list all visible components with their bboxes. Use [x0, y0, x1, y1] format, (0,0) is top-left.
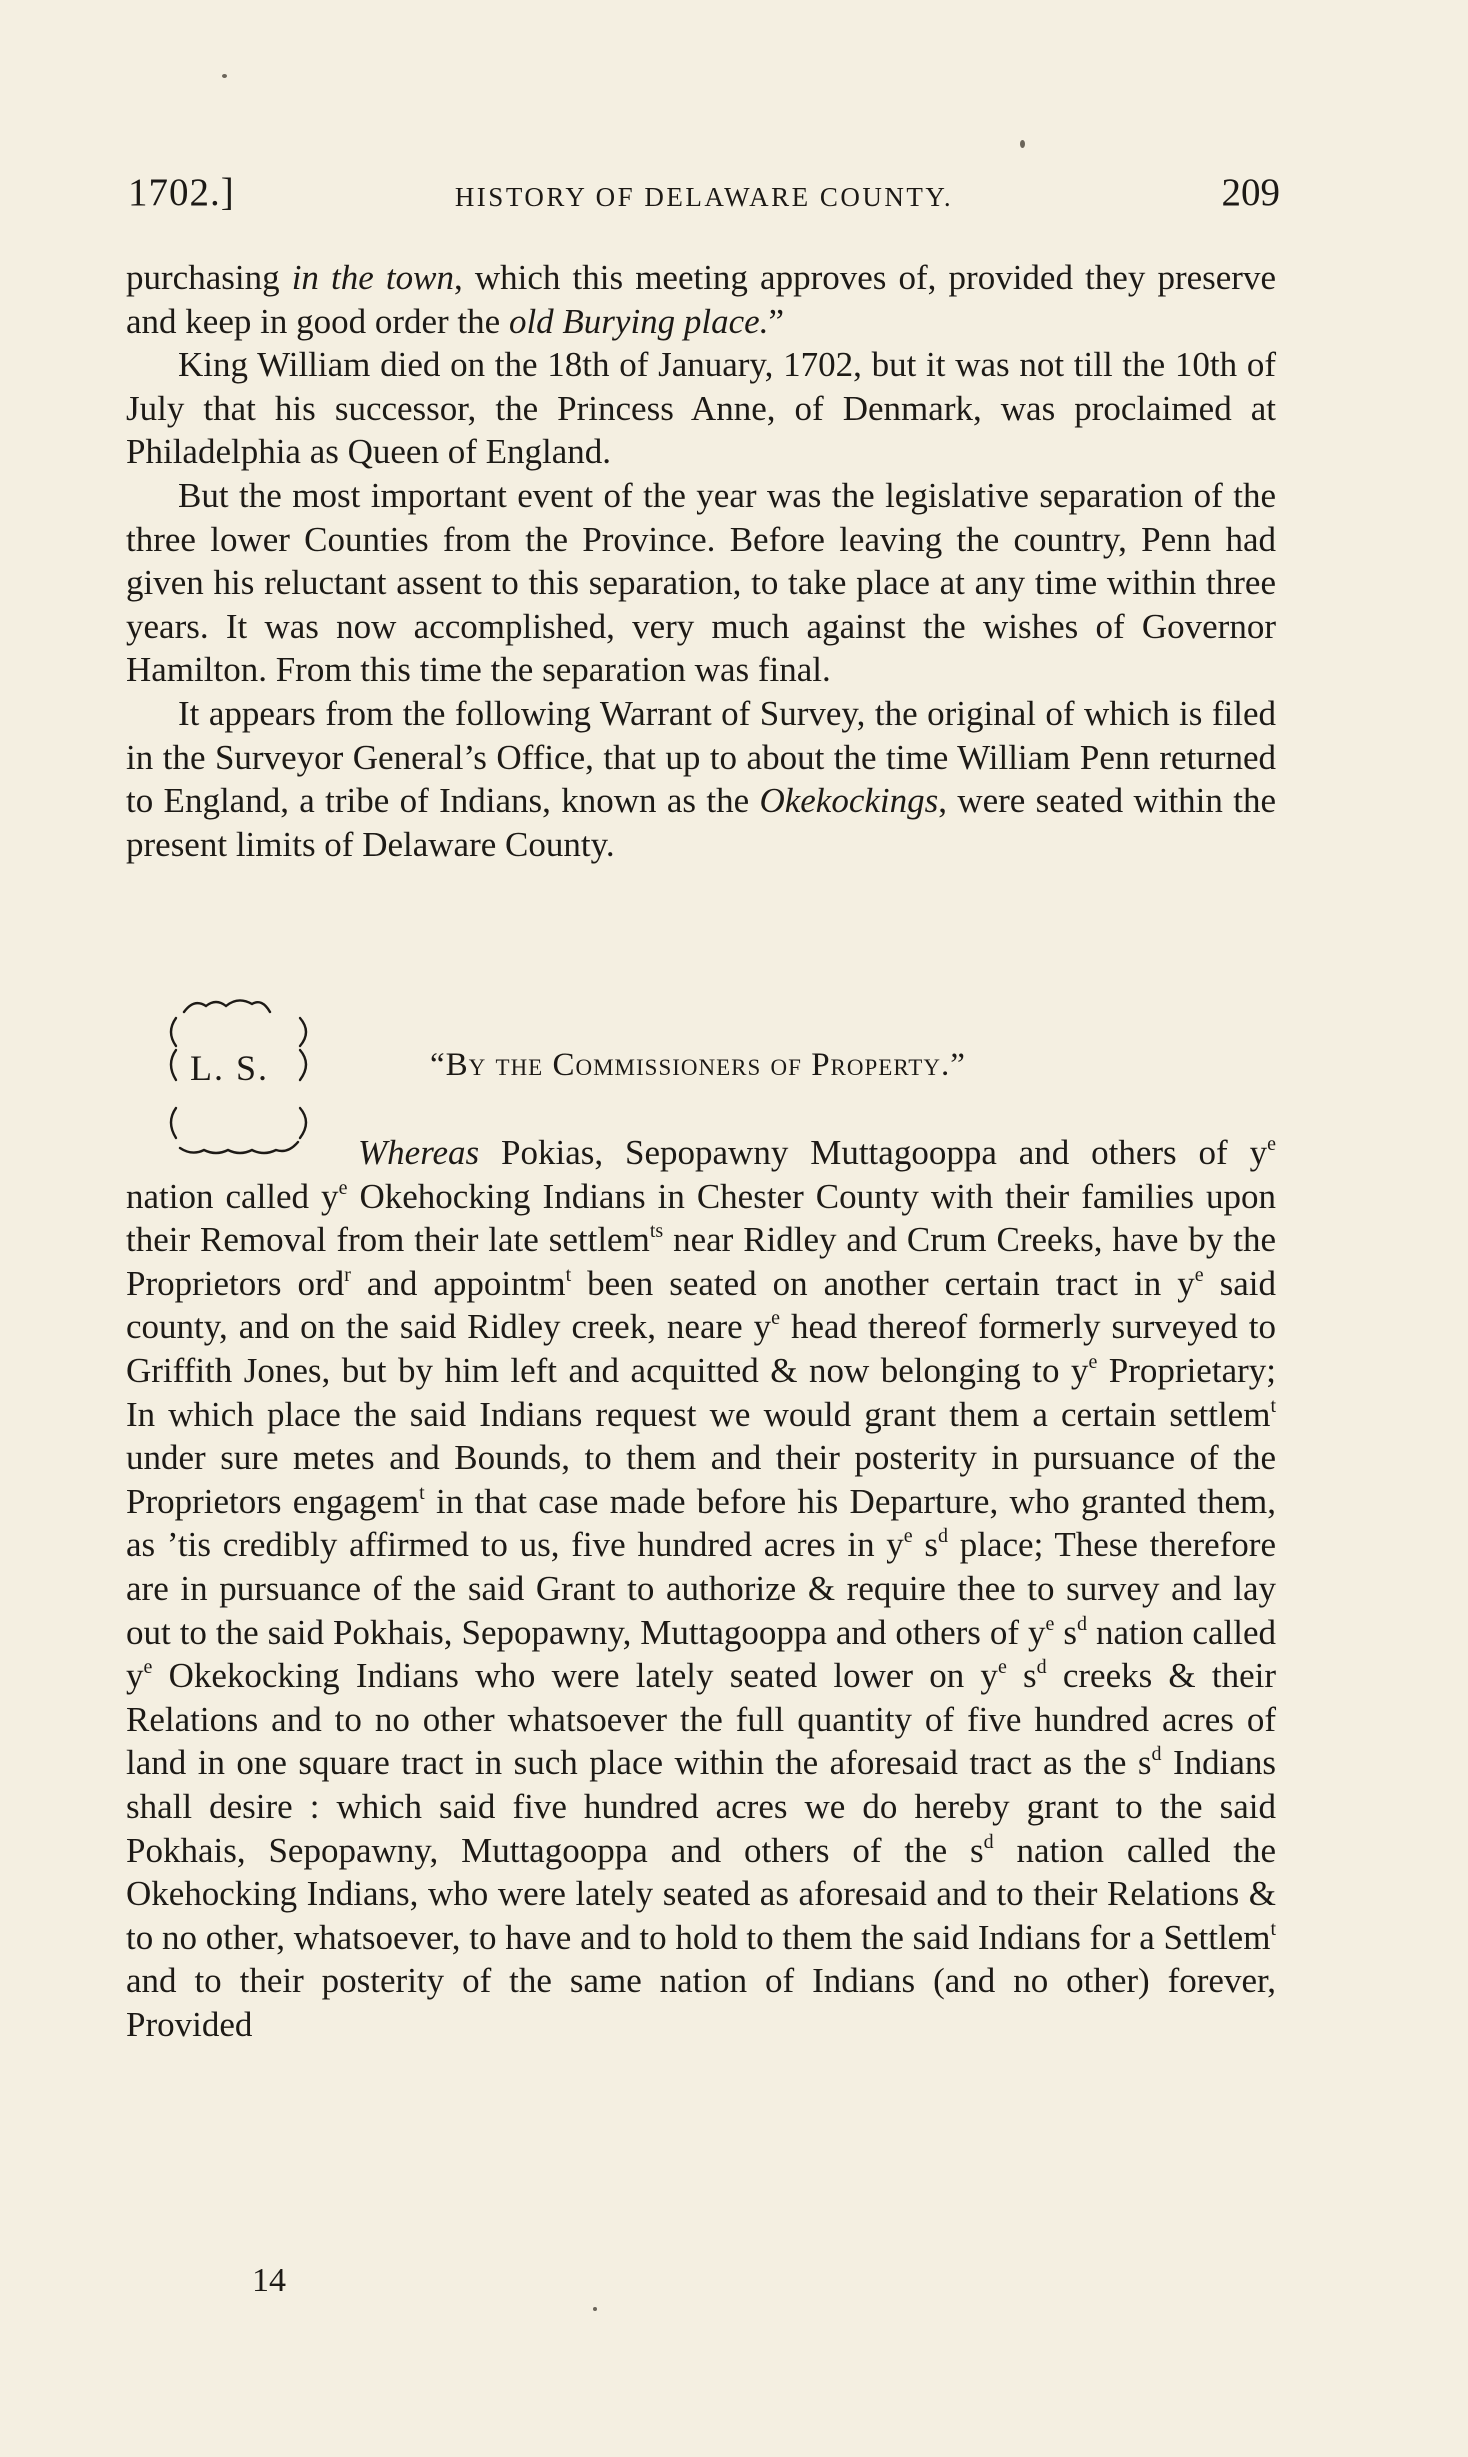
ink-speck [593, 2307, 597, 2311]
text-run: said county, and on the said Ridley creek, neare y [126, 1263, 1276, 1347]
superscript: e [1194, 1263, 1204, 1286]
text-run: Indians shall desire : which said five hundred acres we do hereby grant to the said Pokhais, Sepopawny, Muttagooppa and others of the s [126, 1743, 1276, 1870]
text-run: Okehocking Indians in Chester County with their families upon their Removal from their late settlem [126, 1176, 1276, 1260]
text-run: creeks & their Relations and to no other whatsoever the full quantity of five hundred acres of land in one square tract in such place within the aforesaid tract as the s [126, 1656, 1276, 1783]
superscript: e [997, 1656, 1007, 1679]
text-run: near Ridley and Crum Creeks, have by the Proprietors ord [126, 1220, 1276, 1303]
paragraph [126, 1131, 1276, 2046]
text-run: nation called y [126, 1612, 1276, 1696]
text-run: and to their posterity of the same nation of Indians (and no other) forever, Provided [126, 1961, 1276, 2044]
document-heading-text: “By the Commissioners of Property.” [430, 1047, 966, 1083]
text-run: , were seated within the present limits of Delaware County. [126, 781, 1277, 864]
superscript: e [143, 1656, 153, 1679]
italic-text: in the town [291, 258, 454, 297]
superscript: e [1267, 1133, 1276, 1155]
ink-speck [1020, 140, 1025, 148]
text-run: , which this meeting approves of, provided they preserve and keep in good order the [126, 258, 1276, 341]
superscript: d [1036, 1656, 1047, 1679]
text-run: s [912, 1525, 939, 1565]
seal-label: L. S. [190, 1048, 270, 1088]
superscript: t [419, 1481, 425, 1504]
superscript: e [1088, 1350, 1098, 1373]
italic-text: Okekockings [759, 781, 939, 821]
ink-speck [222, 74, 227, 78]
superscript: e [338, 1176, 348, 1199]
running-head-title: HISTORY OF DELAWARE COUNTY. [454, 182, 954, 212]
superscript: t [1270, 1394, 1276, 1417]
text-run: under sure metes and Bounds, to them and their posterity in pursuance of the Proprietors engagem [126, 1438, 1276, 1521]
text-run: Pokias, Sepopawny Muttagooppa and others of y [479, 1133, 1268, 1172]
paragraph [126, 692, 1276, 866]
paragraph: But the most important event of the year was the legislative separation of the three lower Counties from the Province. Before leaving the country, Penn had given his reluctant assent to this separation, to take place at any time within three years. It was now accomplished, very much against the wishes of Governor Hamilton. From this time the separation was final. [126, 475, 1276, 690]
document-heading [430, 1047, 966, 1084]
paragraph: King William died on the 18th of January, 1702, but it was not till the 10th of July that his successor, the Princess Anne, of Denmark, was proclaimed at Philadelphia as Queen of England. [126, 345, 1276, 472]
italic-text: old Burying place. [508, 301, 769, 341]
superscript: d [1151, 1743, 1162, 1766]
text-run: s [1054, 1612, 1078, 1652]
text-run: place; These therefore are in pursuance of the said Grant to authorize & require thee to survey and lay out to the said Pokhais, Sepopawny, Muttagooppa and others of y [126, 1525, 1276, 1652]
page-number: 209 [1221, 171, 1280, 214]
running-head [128, 170, 1280, 220]
superscript: d [1077, 1612, 1088, 1635]
warrant-text [126, 1131, 1276, 2046]
superscript: e [1045, 1612, 1055, 1635]
text-run: It appears from the following Warrant of Survey, the original of which is filed in the Surveyor General’s Office, that up to about the time William Penn returned to England, a tribe of Indians, known as the [126, 693, 1276, 821]
superscript: e [771, 1307, 781, 1330]
text-run: been seated on another certain tract in y [571, 1263, 1195, 1303]
body-text [126, 256, 1276, 866]
text-run: s [1006, 1656, 1037, 1696]
text-run: Okekocking Indians who were lately seated lower on y [152, 1656, 998, 1696]
italic-text: Whereas [358, 1133, 480, 1172]
text-run: in that case made before his Departure, who granted them, as ’tis credibly affirmed to us, five hundred acres in y [126, 1481, 1276, 1565]
superscript: ts [649, 1220, 664, 1243]
paragraph [126, 256, 1276, 343]
text-run: nation called the Okehocking Indians, who were lately seated as aforesaid and to their Relations & to no other, whatsoever, to have and to hold to them the said Indians for a Settlem [126, 1830, 1277, 1957]
superscript: d [938, 1525, 949, 1548]
text-run: head thereof formerly surveyed to Griffith Jones, but by him left and acquitted & now belonging to y [126, 1307, 1276, 1390]
superscript: e [903, 1525, 913, 1548]
text-run: purchasing [126, 258, 292, 297]
text-run: Proprietary; In which place the said Indians request we would grant them a certain settlem [126, 1350, 1276, 1434]
superscript: r [344, 1263, 351, 1286]
text-run: nation called y [126, 1176, 339, 1216]
running-head-year: 1702.] [128, 171, 235, 214]
signature-mark: 14 [252, 2262, 286, 2299]
text-run: ” [768, 301, 785, 341]
superscript: d [983, 1830, 994, 1853]
superscript: t [1270, 1917, 1276, 1940]
text-run: and appointm [350, 1263, 566, 1303]
superscript: t [565, 1263, 572, 1286]
warrant-opening [126, 1133, 479, 1172]
